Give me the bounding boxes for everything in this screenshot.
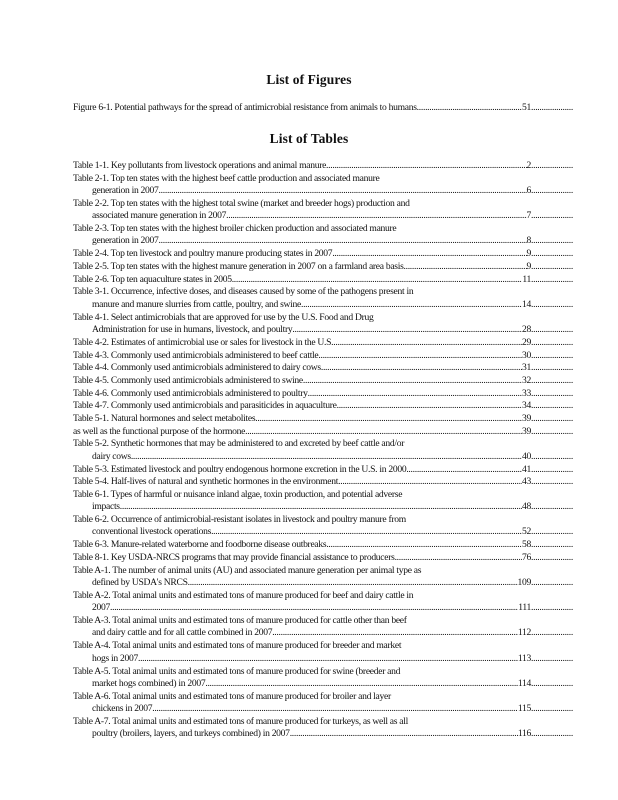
table-page-number: 9 <box>526 248 531 260</box>
dot-leader-tail <box>531 678 573 690</box>
table-page-number: 33 <box>522 387 531 399</box>
dot-leader-tail <box>531 160 573 172</box>
dot-leader <box>152 703 518 715</box>
dot-leader-tail <box>531 464 573 476</box>
dot-leader <box>337 400 522 412</box>
table-entry[interactable] <box>73 438 573 463</box>
dot-leader <box>188 577 518 589</box>
dot-leader <box>308 388 522 400</box>
table-page-number: 39 <box>522 425 531 437</box>
dot-leader <box>255 413 522 425</box>
dot-leader <box>131 451 522 463</box>
table-page-number: 52 <box>522 526 531 538</box>
table-entry-title: Table 5-2. Synthetic hormones that may be administered to and excreted by beef cattle and/or <box>73 438 405 450</box>
table-entry-title: Table 6-1. Types of harmful or nuisance inland algae, toxin production, and potential adverse <box>73 489 403 500</box>
dot-leader-tail <box>531 261 573 273</box>
dot-leader-tail <box>531 274 573 286</box>
table-page-number: 31 <box>522 362 531 374</box>
table-entry-title: Table 4-6. Commonly used antimicrobials administered to poultry <box>73 387 308 399</box>
dot-leader <box>110 602 518 614</box>
table-entry-title: 2007 <box>92 602 110 614</box>
dot-leader <box>332 248 526 260</box>
table-entry-title: Table 2-5. Top ten states with the highest manure generation in 2007 on a farmland area basis <box>73 261 404 272</box>
table-entry[interactable] <box>73 198 573 223</box>
table-entry-title: Table 6-2. Occurrence of antimicrobial-resistant isolates in livestock and poultry manure from <box>73 514 406 526</box>
table-page-number: 29 <box>522 336 531 348</box>
table-page-number: 48 <box>522 501 531 513</box>
dot-leader-tail <box>531 627 573 639</box>
table-entry-title: Table A-5. Total animal units and estimated tons of manure produced for swine (breeder and <box>73 665 401 677</box>
dot-leader-tail <box>531 375 573 387</box>
table-entry[interactable] <box>73 464 573 476</box>
dot-leader-tail <box>531 602 573 614</box>
dot-leader-tail <box>531 476 573 488</box>
table-entry-title: generation in 2007 <box>92 184 159 196</box>
table-page-number: 40 <box>522 450 531 462</box>
table-page-number: 34 <box>522 400 531 412</box>
table-entry-title: conventional livestock operations <box>92 526 212 538</box>
table-entry[interactable] <box>73 666 573 691</box>
figure-entry[interactable] <box>73 102 573 114</box>
table-entry[interactable] <box>73 565 573 590</box>
table-entry-title: Table 2-4. Top ten livestock and poultry manure producing states in 2007 <box>73 248 333 260</box>
table-entry[interactable] <box>73 476 573 488</box>
table-entry[interactable] <box>73 362 573 374</box>
table-page-number: 7 <box>526 210 531 222</box>
table-page-number: 58 <box>522 539 531 551</box>
dot-leader-tail <box>531 703 573 715</box>
dot-leader <box>338 476 522 488</box>
figure-page-number: 51 <box>522 102 531 113</box>
table-entry[interactable] <box>73 400 573 412</box>
table-page-number: 76 <box>522 552 531 564</box>
table-entry[interactable] <box>73 552 573 564</box>
table-entry-title: Table 2-6. Top ten aquaculture states in 2005 <box>73 273 232 285</box>
dot-leader-tail <box>531 413 573 425</box>
table-page-number: 39 <box>522 413 531 424</box>
table-page-number: 9 <box>526 261 531 272</box>
table-page-number: 6 <box>526 184 531 196</box>
dot-leader <box>290 728 518 740</box>
dot-leader <box>318 350 522 362</box>
dot-leader-tail <box>531 388 573 400</box>
dot-leader <box>232 274 523 286</box>
dot-leader-tail <box>531 235 573 247</box>
table-entry-title: Table 1-1. Key pollutants from livestock operations and animal manure <box>73 160 327 171</box>
table-entry[interactable] <box>73 223 573 248</box>
table-entry-title: Table 4-2. Estimates of antimicrobial use or sales for livestock in the U.S. <box>73 336 334 348</box>
dot-leader-tail <box>531 400 573 412</box>
table-page-number: 113 <box>517 652 531 664</box>
dot-leader <box>211 526 522 538</box>
table-entry[interactable] <box>73 375 573 387</box>
table-entry-title: Administration for use in humans, livestock, and poultry <box>92 323 293 335</box>
dot-leader-tail <box>531 501 573 513</box>
dot-leader <box>245 426 522 438</box>
dot-leader <box>159 185 527 197</box>
dot-leader-tail <box>531 426 573 438</box>
list-of-figures-heading: List of Figures <box>266 72 352 87</box>
table-entry[interactable] <box>73 716 573 741</box>
dot-leader <box>205 678 518 690</box>
dot-leader <box>406 464 522 476</box>
table-entry[interactable] <box>73 274 573 286</box>
table-entry-title: poultry (broilers, layers, and turkeys combined) in 2007 <box>92 728 290 740</box>
table-entry[interactable] <box>73 286 573 311</box>
table-entry-title: Table 6-3. Manure-related waterborne and foodborne disease outbreaks <box>73 539 327 551</box>
table-entry-title: Table A-3. Total animal units and estimated tons of manure produced for cattle other than beef <box>73 615 407 627</box>
dot-leader-tail <box>531 324 573 336</box>
dot-leader-tail <box>531 185 573 197</box>
dot-leader <box>333 337 522 349</box>
table-entry[interactable] <box>73 539 573 551</box>
table-entry-title: Table 2-1. Top ten states with the highest beef cattle production and associated manure <box>73 172 380 184</box>
table-entry-title: generation in 2007 <box>92 235 159 247</box>
dot-leader <box>226 210 526 222</box>
dot-leader <box>138 653 518 665</box>
dot-leader-tail <box>531 539 573 551</box>
table-entry-title: Table 4-4. Commonly used antimicrobials administered to dairy cows <box>73 362 321 374</box>
table-entry-title: hogs in 2007 <box>92 652 138 664</box>
dot-leader-tail <box>531 728 573 740</box>
dot-leader <box>326 160 526 172</box>
table-entry-title: manure and manure slurries from cattle, poultry, and swine <box>92 298 301 310</box>
table-entry-title: Table 4-3. Commonly used antimicrobials administered to beef cattle <box>73 349 319 361</box>
table-page-number: 112 <box>517 627 531 639</box>
table-entry-title: market hogs combined) in 2007 <box>92 677 206 689</box>
table-entry[interactable] <box>73 173 573 198</box>
table-page-number: 116 <box>517 728 531 740</box>
table-entry-title: Table 8-1. Key USDA-NRCS programs that may provide financial assistance to producers <box>73 552 395 564</box>
dot-leader <box>326 539 522 551</box>
table-page-number: 32 <box>522 374 531 386</box>
dot-leader-tail <box>531 526 573 538</box>
table-page-number: 109 <box>517 577 531 589</box>
table-entry[interactable] <box>73 590 573 615</box>
table-entry-title: chickens in 2007 <box>92 703 153 715</box>
table-entry-title: Table 4-7. Commonly used antimicrobials and parasiticides in aquaculture <box>73 400 337 412</box>
table-entry[interactable] <box>73 261 573 273</box>
table-entry-title: Table A-4. Total animal units and estimated tons of manure produced for breeder and market <box>73 640 402 652</box>
table-entry[interactable] <box>73 691 573 716</box>
table-entry-title: Table 5-3. Estimated livestock and poultry endogenous hormone excretion in the U.S. in 2000 <box>73 463 407 475</box>
table-page-number: 11 <box>522 273 531 285</box>
dot-leader-tail <box>531 577 573 589</box>
dot-leader <box>417 102 522 114</box>
table-entry-title: Table 5-4. Half-lives of natural and synthetic hormones in the environment <box>73 476 339 488</box>
dot-leader-tail <box>531 362 573 374</box>
dot-leader-tail <box>531 451 573 463</box>
table-page-number: 41 <box>522 463 531 475</box>
dot-leader <box>303 375 522 387</box>
table-entry[interactable] <box>73 615 573 640</box>
dot-leader <box>120 501 522 513</box>
table-entry[interactable] <box>73 337 573 349</box>
table-entry[interactable] <box>73 312 573 337</box>
table-entry-title: defined by USDA's NRCS <box>92 577 188 589</box>
table-entry[interactable] <box>73 248 573 260</box>
table-entry-title: Table A-2. Total animal units and estimated tons of manure produced for beef and dairy cattle in <box>73 590 414 601</box>
table-page-number: 111 <box>518 602 531 614</box>
table-entry-title: and dairy cattle and for all cattle combined in 2007 <box>92 627 273 639</box>
table-page-number: 2 <box>526 160 531 171</box>
dot-leader-tail <box>531 210 573 222</box>
table-entry-title: Table A-6. Total animal units and estimated tons of manure produced for broiler and layer <box>73 690 391 702</box>
table-page-number: 43 <box>522 476 531 488</box>
table-entry[interactable] <box>73 160 573 172</box>
dot-leader <box>395 552 522 564</box>
table-entry[interactable] <box>73 413 573 425</box>
table-entry-title: associated manure generation in 2007 <box>92 210 227 222</box>
table-page-number: 14 <box>522 298 531 310</box>
dot-leader-tail <box>531 350 573 362</box>
table-entry-title: as well as the functional purpose of the hormone <box>73 425 246 437</box>
table-page-number: 28 <box>522 323 531 335</box>
table-entry-title: Table 3-1. Occurrence, infective doses, and diseases caused by some of the pathogens present in <box>73 286 414 298</box>
dot-leader <box>301 299 522 311</box>
table-entry-title: Table 2-2. Top ten states with the highest total swine (market and breeder hogs) production and <box>73 197 410 209</box>
table-entry-title: impacts <box>92 501 120 513</box>
figure-entry-title: Figure 6-1. Potential pathways for the spread of antimicrobial resistance from animals to humans <box>73 102 417 113</box>
list-of-tables-heading: List of Tables <box>269 131 349 146</box>
table-entry[interactable] <box>73 514 573 539</box>
table-entry[interactable] <box>73 426 573 438</box>
dot-leader <box>404 261 527 273</box>
table-page-number: 30 <box>522 349 531 361</box>
table-entry[interactable] <box>73 640 573 665</box>
dot-leader <box>159 235 527 247</box>
dot-leader-tail <box>531 552 573 564</box>
table-entry[interactable] <box>73 350 573 362</box>
table-entry-title: Table A-7. Total animal units and estimated tons of manure produced for turkeys, as well as all <box>73 716 408 727</box>
dot-leader-tail <box>531 653 573 665</box>
table-entry-title: Table 4-5. Commonly used antimicrobials administered to swine <box>73 374 303 386</box>
table-entry-title: Table 4-1. Select antimicrobials that are approved for use by the U.S. Food and Drug <box>73 311 374 323</box>
dot-leader-tail <box>531 337 573 349</box>
table-entry-title: Table A-1. The number of animal units (AU) and associated manure generation per animal type as <box>73 564 422 576</box>
table-page-number: 114 <box>517 677 531 689</box>
table-entry[interactable] <box>73 388 573 400</box>
table-page-number: 8 <box>526 235 531 247</box>
dot-leader <box>272 627 518 639</box>
dot-leader-tail <box>531 299 573 311</box>
dot-leader-tail <box>531 248 573 260</box>
dot-leader <box>321 362 522 374</box>
table-entry-title: Table 2-3. Top ten states with the highest broiler chicken production and associated manure <box>73 223 397 235</box>
table-entry[interactable] <box>73 489 573 514</box>
table-page-number: 115 <box>517 703 531 715</box>
table-entry-title: Table 5-1. Natural hormones and select metabolites <box>73 413 256 424</box>
dot-leader-tail <box>531 102 573 114</box>
table-entry-title: dairy cows <box>92 450 131 462</box>
dot-leader <box>292 324 522 336</box>
